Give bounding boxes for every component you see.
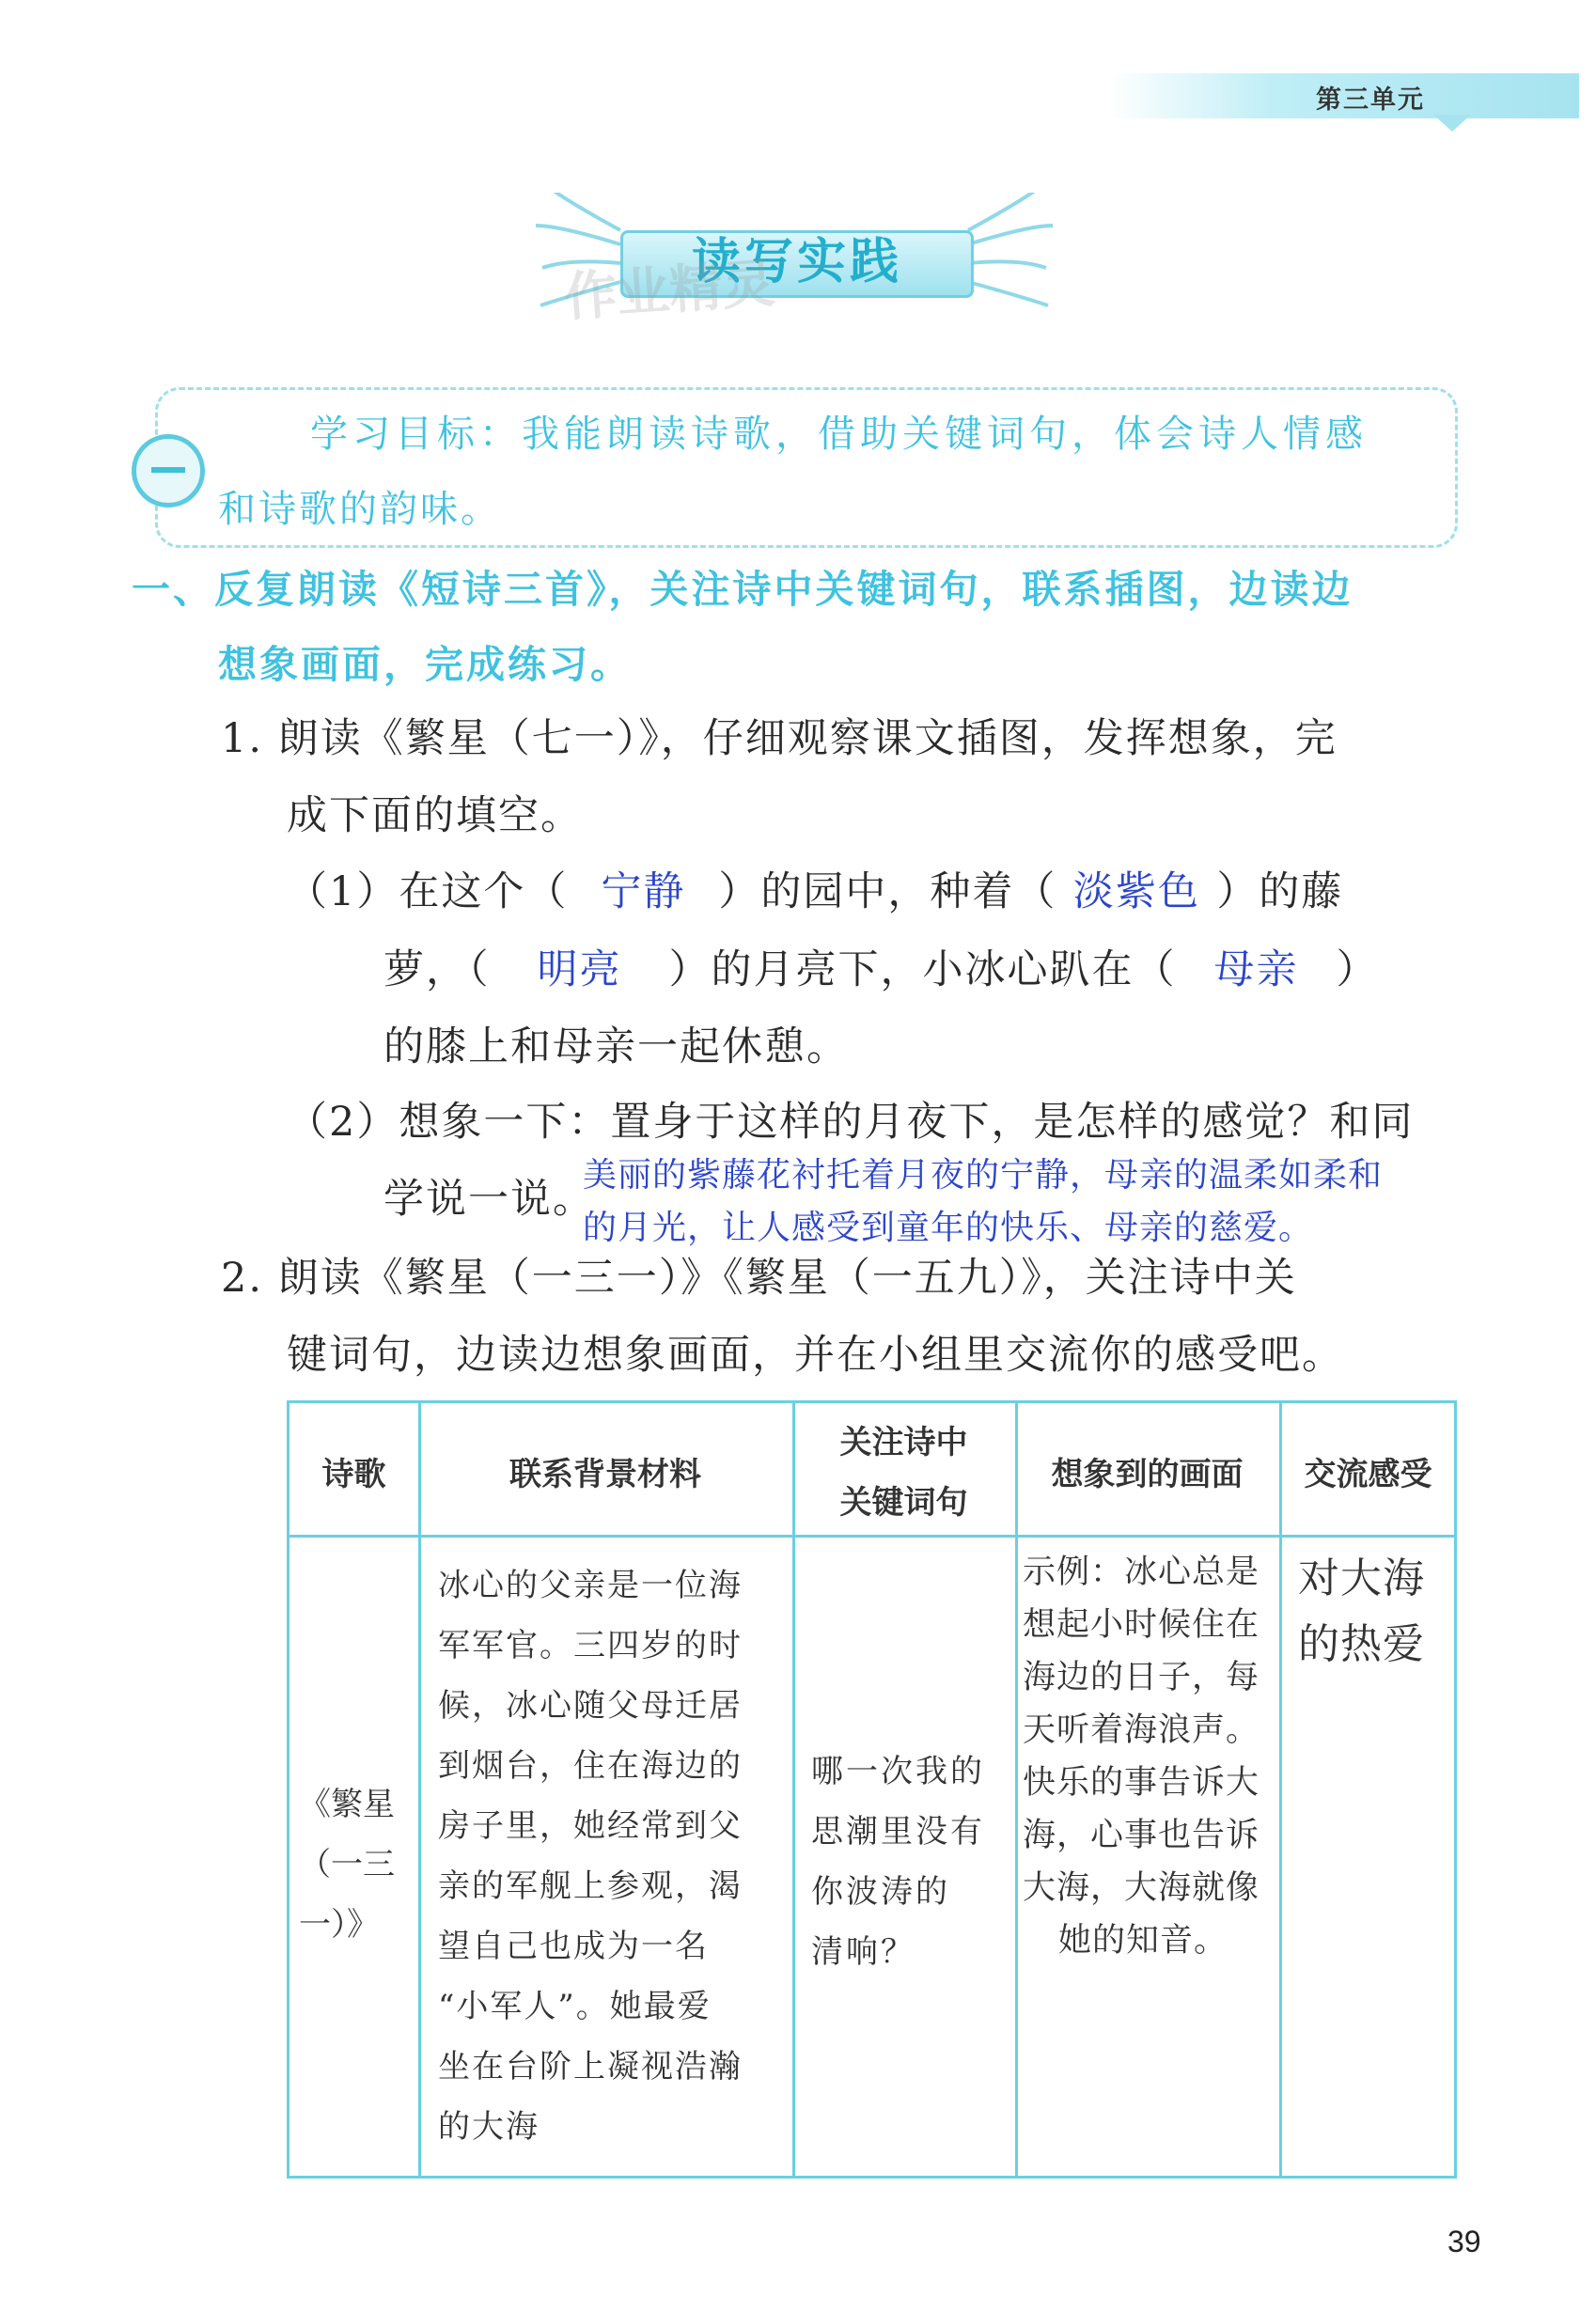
q1-sub2-line2: 学说一说。 [383, 1176, 595, 1223]
background-line: “小军人”。她最爱 [438, 1988, 712, 2025]
poem-line: 一）》 [299, 1906, 379, 1944]
header-keywords-1: 关注诗中 [839, 1424, 968, 1461]
background-line: 候，冰心随父母迁居 [438, 1687, 743, 1725]
header-keywords-2: 关键词句 [839, 1484, 968, 1522]
cell-poem [299, 1774, 395, 1955]
header-background: 联系背景材料 [509, 1456, 701, 1493]
q2-line1: 2. 朗读《繁星（一三一）》《繁星（一五九）》，关注诗中关 [221, 1255, 1297, 1302]
header-feeling: 交流感受 [1304, 1456, 1432, 1493]
feeling-line: 对大海 [1298, 1554, 1425, 1602]
text-seg: ）的月亮下，小冰心趴在（ [668, 946, 1177, 993]
background-line: 坐在台阶上凝视浩瀚 [438, 2048, 743, 2085]
background-line: 冰心的父亲是一位海 [438, 1567, 743, 1604]
q1-sub1-line2 [383, 938, 1379, 995]
table-divider [1015, 1403, 1018, 2176]
cell-background [438, 1555, 743, 2157]
objective-line1: 学习目标：我能朗读诗歌，借助关键词句，体会诗人情感 [310, 413, 1368, 456]
objective-line2: 和诗歌的韵味。 [218, 488, 501, 531]
unit-tab-notch [1433, 115, 1471, 132]
table-divider [1279, 1403, 1282, 2176]
imagined-line: 天听着海浪声。 [1023, 1711, 1260, 1749]
poem-table [287, 1400, 1457, 2179]
keyword-line: 哪一次我的 [811, 1753, 985, 1790]
imagined-line: 想起小时候住在 [1023, 1606, 1260, 1644]
table-divider [418, 1403, 421, 2176]
answer-blank: 明亮 [537, 946, 622, 993]
poem-line: （一三 [299, 1846, 395, 1883]
cell-imagined [1023, 1546, 1260, 1967]
cell-keywords [811, 1742, 985, 1982]
feeling-line: 的热爱 [1298, 1620, 1425, 1668]
minus-circle-icon [132, 434, 205, 508]
imagined-line: 快乐的事告诉大 [1023, 1764, 1260, 1802]
text-seg: ） [1336, 946, 1379, 993]
imagined-line: 她的知音。 [1058, 1922, 1228, 1960]
table-divider [289, 1535, 1454, 1538]
text-seg: 萝，（ [383, 946, 491, 993]
q1-line2: 成下面的填空。 [287, 792, 583, 839]
q1-sub2-answer-line1: 美丽的紫藤花衬托着月夜的宁静，母亲的温柔如柔和 [583, 1156, 1384, 1195]
text-seg: （1）在这个（ [287, 868, 569, 915]
section1-heading: 一、反复朗读《短诗三首》，关注诗中关键词句，联系插图，边读边 [132, 567, 1353, 612]
background-line: 亲的军舰上参观，渴 [438, 1867, 743, 1905]
keyword-line: 思潮里没有 [811, 1813, 985, 1851]
poem-line: 《繁星 [299, 1786, 395, 1823]
unit-tab [1109, 73, 1579, 118]
answer-blank: 母亲 [1213, 946, 1299, 993]
answer-blank: 淡紫色 [1072, 868, 1200, 915]
background-line: 到烟台，住在海边的 [438, 1747, 743, 1785]
background-line: 房子里，她经常到父 [438, 1807, 743, 1845]
unit-label: 第三单元 [1316, 86, 1425, 115]
imagined-line: 海边的日子，每 [1023, 1659, 1260, 1696]
keyword-line: 清响？ [811, 1933, 915, 1971]
watermark: 作业精灵 [562, 253, 777, 329]
q1-sub1-line3: 的膝上和母亲一起休憩。 [383, 1023, 849, 1070]
background-line: 望自己也成为一名 [438, 1928, 709, 1965]
q1-sub1-line1 [287, 860, 1343, 917]
text-seg: ）的园中，种着（ [718, 868, 1057, 915]
section1-heading-cont: 想象画面，完成练习。 [218, 642, 632, 687]
q1-sub2-line1: （2）想象一下：置身于这样的月夜下，是怎样的感觉？和同 [287, 1099, 1415, 1146]
imagined-line: 大海，大海就像 [1023, 1869, 1260, 1907]
keyword-line: 你波涛的 [811, 1873, 950, 1911]
background-line: 的大海 [438, 2108, 540, 2146]
header-imagined: 想象到的画面 [1051, 1456, 1244, 1493]
q1-line1: 1. 朗读《繁星（七一）》，仔细观察课文插图，发挥想象，完 [221, 715, 1338, 762]
imagined-line: 示例：冰心总是 [1023, 1554, 1260, 1591]
background-line: 军军官。三四岁的时 [438, 1627, 743, 1664]
text-seg: ）的藤 [1216, 868, 1344, 915]
page-number: 39 [1447, 2225, 1481, 2258]
q1-sub2-answer-line2: 的月光，让人感受到童年的快乐、母亲的慈爱。 [583, 1209, 1314, 1247]
cell-feeling [1298, 1546, 1425, 1678]
header-poem: 诗歌 [321, 1456, 386, 1493]
q2-line2: 键词句，边读边想象画面，并在小组里交流你的感受吧。 [287, 1332, 1344, 1379]
imagined-line: 海，心事也告诉 [1023, 1817, 1260, 1854]
page-title: 读写实践 [620, 230, 974, 298]
answer-blank: 宁静 [601, 868, 686, 915]
